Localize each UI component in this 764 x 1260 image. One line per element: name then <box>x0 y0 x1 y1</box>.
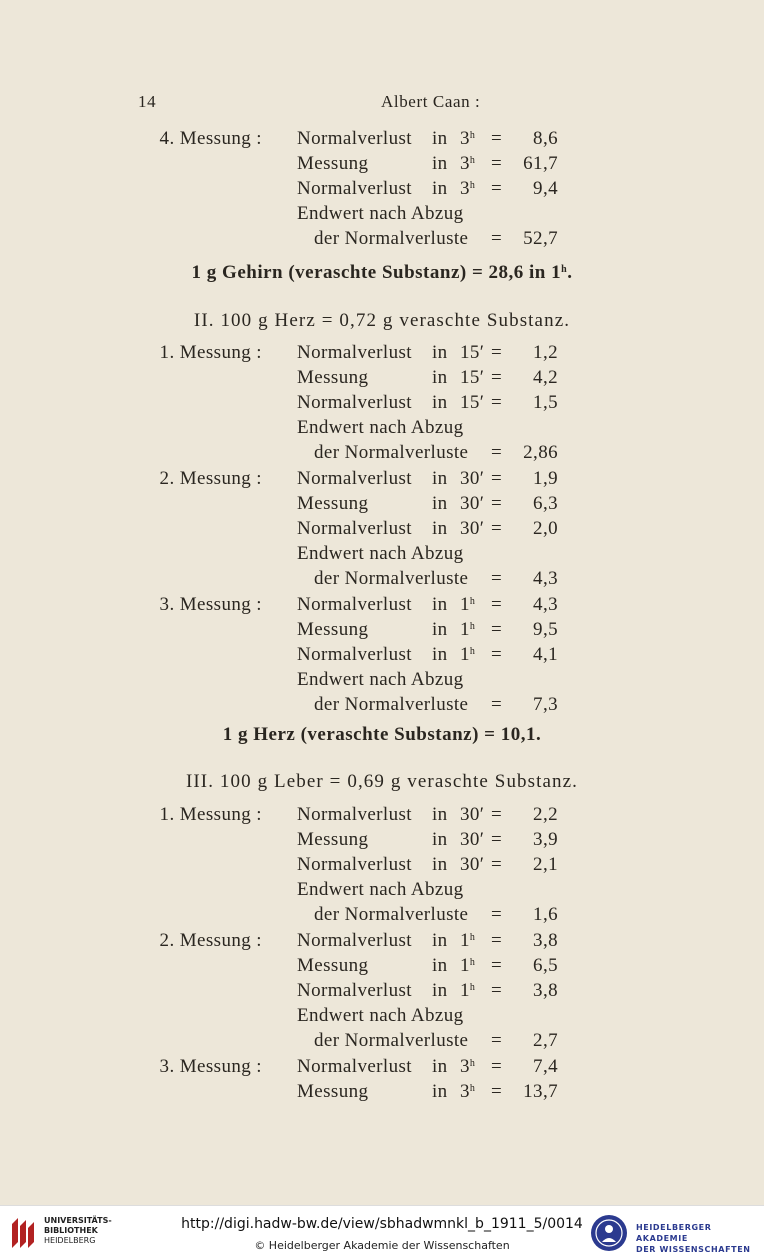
academy-seal-icon <box>590 1214 628 1252</box>
row-description: Normalverlust <box>297 980 412 1001</box>
row-time-value: 1 <box>460 619 470 640</box>
row-time <box>460 644 475 666</box>
row-description: Messung <box>297 1081 369 1102</box>
row-time <box>460 594 475 616</box>
row-time <box>460 930 475 952</box>
row-description: Normalverlust <box>297 392 412 413</box>
row-equals: = <box>491 930 503 951</box>
row-description: Normalverlust <box>297 468 412 489</box>
endwert-value: 2,7 <box>533 1030 558 1051</box>
row-equals: = <box>491 342 503 363</box>
row-equals: = <box>491 854 503 875</box>
row-time-value: 3 <box>460 128 470 149</box>
row-equals: = <box>491 178 503 199</box>
endwert-line-1: Endwert nach Abzug <box>297 879 464 900</box>
row-time <box>460 128 475 150</box>
row-time-unit: h <box>469 130 476 141</box>
row-in-word: in <box>432 1081 448 1102</box>
row-time-value: 1 <box>460 930 470 951</box>
row-in-word: in <box>432 829 448 850</box>
row-value: 61,7 <box>523 153 558 174</box>
copyright-notice: © Heidelberger Akademie der Wissenschaften <box>254 1239 510 1252</box>
permalink-url[interactable]: http://digi.hadw-bw.de/view/sbhadwmnkl_b_1911_5/0014 <box>181 1216 583 1232</box>
endwert-line-1: Endwert nach Abzug <box>297 543 464 564</box>
row-value: 4,3 <box>533 594 558 615</box>
endwert-line-2: der Normalverluste <box>314 442 469 463</box>
row-value: 3,8 <box>533 980 558 1001</box>
row-time-value: 30′ <box>460 493 485 514</box>
row-in-word: in <box>432 153 448 174</box>
endwert-line-2: der Normalverluste <box>314 694 469 715</box>
row-time-value: 3 <box>460 1056 470 1077</box>
row-value: 9,4 <box>533 178 558 199</box>
row-in-word: in <box>432 804 448 825</box>
row-equals: = <box>491 594 503 615</box>
row-value: 6,3 <box>533 493 558 514</box>
row-description: Normalverlust <box>297 342 412 363</box>
row-time-unit: h <box>469 1058 476 1069</box>
endwert-line-2: der Normalverluste <box>314 904 469 925</box>
row-description: Messung <box>297 955 369 976</box>
academy-name: HEIDELBERGER AKADEMIE DER WISSENSCHAFTEN <box>636 1223 751 1254</box>
row-equals: = <box>491 518 503 539</box>
row-value: 1,2 <box>533 342 558 363</box>
section-title-heart: II. 100 g Herz = 0,72 g veraschte Substanz. <box>193 310 571 331</box>
result-brain-unit: h <box>561 264 568 275</box>
endwert-equals: = <box>491 568 503 589</box>
endwert-value: 4,3 <box>533 568 558 589</box>
measurement-label: 3. Messung : <box>159 1056 262 1077</box>
row-time-unit: h <box>469 621 476 632</box>
row-time-value: 1 <box>460 594 470 615</box>
row-time <box>460 392 484 414</box>
row-time-value: 30′ <box>460 804 485 825</box>
endwert-line-1: Endwert nach Abzug <box>297 669 464 690</box>
row-time-value: 15′ <box>460 367 485 388</box>
row-time-value: 30′ <box>460 829 485 850</box>
row-in-word: in <box>432 518 448 539</box>
endwert-value: 7,3 <box>533 694 558 715</box>
row-in-word: in <box>432 619 448 640</box>
row-time-value: 30′ <box>460 468 485 489</box>
row-value: 1,5 <box>533 392 558 413</box>
row-value: 8,6 <box>533 128 558 149</box>
endwert-line-1: Endwert nach Abzug <box>297 1005 464 1026</box>
row-description: Normalverlust <box>297 930 412 951</box>
row-equals: = <box>491 128 503 149</box>
row-in-word: in <box>432 644 448 665</box>
row-in-word: in <box>432 342 448 363</box>
row-time <box>460 342 484 364</box>
row-equals: = <box>491 980 503 1001</box>
row-time <box>460 1056 475 1078</box>
row-equals: = <box>491 619 503 640</box>
endwert-equals: = <box>491 228 503 249</box>
row-time-value: 30′ <box>460 518 485 539</box>
endwert-line-1: Endwert nach Abzug <box>297 417 464 438</box>
row-in-word: in <box>432 854 448 875</box>
row-time-unit: h <box>469 982 476 993</box>
row-equals: = <box>491 153 503 174</box>
row-time-value: 15′ <box>460 342 485 363</box>
row-time-unit: h <box>469 596 476 607</box>
row-equals: = <box>491 804 503 825</box>
row-value: 4,2 <box>533 367 558 388</box>
row-description: Normalverlust <box>297 518 412 539</box>
row-value: 2,0 <box>533 518 558 539</box>
row-equals: = <box>491 493 503 514</box>
row-in-word: in <box>432 930 448 951</box>
endwert-line-2: der Normalverluste <box>314 568 469 589</box>
row-in-word: in <box>432 980 448 1001</box>
row-time-value: 1 <box>460 980 470 1001</box>
row-time-unit: h <box>469 180 476 191</box>
endwert-line-2: der Normalverluste <box>314 1030 469 1051</box>
row-description: Messung <box>297 619 369 640</box>
row-value: 6,5 <box>533 955 558 976</box>
row-in-word: in <box>432 955 448 976</box>
row-in-word: in <box>432 392 448 413</box>
row-description: Messung <box>297 367 369 388</box>
endwert-equals: = <box>491 442 503 463</box>
row-time-value: 1 <box>460 955 470 976</box>
row-value: 2,2 <box>533 804 558 825</box>
row-value: 13,7 <box>523 1081 558 1102</box>
endwert-value: 52,7 <box>523 228 558 249</box>
row-value: 9,5 <box>533 619 558 640</box>
measurement-label: 2. Messung : <box>159 468 262 489</box>
endwert-value: 1,6 <box>533 904 558 925</box>
row-time-unit: h <box>469 1083 476 1094</box>
row-equals: = <box>491 1056 503 1077</box>
row-in-word: in <box>432 367 448 388</box>
row-time-value: 1 <box>460 644 470 665</box>
row-time <box>460 980 475 1002</box>
row-description: Normalverlust <box>297 128 412 149</box>
row-equals: = <box>491 829 503 850</box>
endwert-line-1: Endwert nach Abzug <box>297 203 464 224</box>
row-in-word: in <box>432 1056 448 1077</box>
page-number: 14 <box>138 92 157 111</box>
row-time <box>460 493 484 515</box>
measurement-label: 3. Messung : <box>159 594 262 615</box>
result-brain-suffix: . <box>567 262 573 283</box>
row-in-word: in <box>432 128 448 149</box>
row-value: 3,8 <box>533 930 558 951</box>
row-time <box>460 468 484 490</box>
row-value: 1,9 <box>533 468 558 489</box>
row-time <box>460 153 475 175</box>
row-time <box>460 955 475 977</box>
measurement-label: 4. Messung : <box>159 128 262 149</box>
row-equals: = <box>491 1081 503 1102</box>
endwert-value: 2,86 <box>523 442 558 463</box>
row-equals: = <box>491 644 503 665</box>
row-value: 7,4 <box>533 1056 558 1077</box>
row-value: 2,1 <box>533 854 558 875</box>
row-time-unit: h <box>469 646 476 657</box>
row-equals: = <box>491 367 503 388</box>
row-time-unit: h <box>469 932 476 943</box>
row-description: Normalverlust <box>297 594 412 615</box>
row-time <box>460 829 484 851</box>
row-time-value: 3 <box>460 178 470 199</box>
row-description: Normalverlust <box>297 854 412 875</box>
row-in-word: in <box>432 594 448 615</box>
row-in-word: in <box>432 468 448 489</box>
row-description: Messung <box>297 493 369 514</box>
endwert-line-2: der Normalverluste <box>314 228 469 249</box>
result-brain <box>0 262 764 284</box>
row-description: Normalverlust <box>297 804 412 825</box>
row-value: 3,9 <box>533 829 558 850</box>
endwert-equals: = <box>491 904 503 925</box>
result-brain-text: 1 g Gehirn (veraschte Substanz) = 28,6 in 1 <box>191 262 562 283</box>
endwert-equals: = <box>491 694 503 715</box>
row-in-word: in <box>432 178 448 199</box>
row-time <box>460 854 484 876</box>
row-equals: = <box>491 955 503 976</box>
endwert-equals: = <box>491 1030 503 1051</box>
measurement-label: 1. Messung : <box>159 342 262 363</box>
row-time-value: 15′ <box>460 392 485 413</box>
row-description: Messung <box>297 153 369 174</box>
row-time-unit: h <box>469 155 476 166</box>
measurement-label: 1. Messung : <box>159 804 262 825</box>
measurement-label: 2. Messung : <box>159 930 262 951</box>
row-description: Normalverlust <box>297 178 412 199</box>
row-time-value: 3 <box>460 153 470 174</box>
row-time-unit: h <box>469 957 476 968</box>
running-header-author: Albert Caan : <box>381 92 481 111</box>
row-equals: = <box>491 468 503 489</box>
result-heart: 1 g Herz (veraschte Substanz) = 10,1. <box>222 724 542 745</box>
row-time <box>460 178 475 200</box>
row-time-value: 3 <box>460 1081 470 1102</box>
row-time-value: 30′ <box>460 854 485 875</box>
row-time <box>460 804 484 826</box>
row-time <box>460 367 484 389</box>
row-description: Normalverlust <box>297 644 412 665</box>
row-value: 4,1 <box>533 644 558 665</box>
row-time <box>460 619 475 641</box>
row-time <box>460 1081 475 1103</box>
row-time <box>460 518 484 540</box>
row-description: Messung <box>297 829 369 850</box>
row-equals: = <box>491 392 503 413</box>
row-description: Normalverlust <box>297 1056 412 1077</box>
footer-bar <box>0 1205 764 1260</box>
library-name: UNIVERSITÄTS- BIBLIOTHEK HEIDELBERG <box>44 1216 112 1245</box>
row-in-word: in <box>432 493 448 514</box>
section-title-liver: III. 100 g Leber = 0,69 g veraschte Substanz. <box>185 771 579 792</box>
